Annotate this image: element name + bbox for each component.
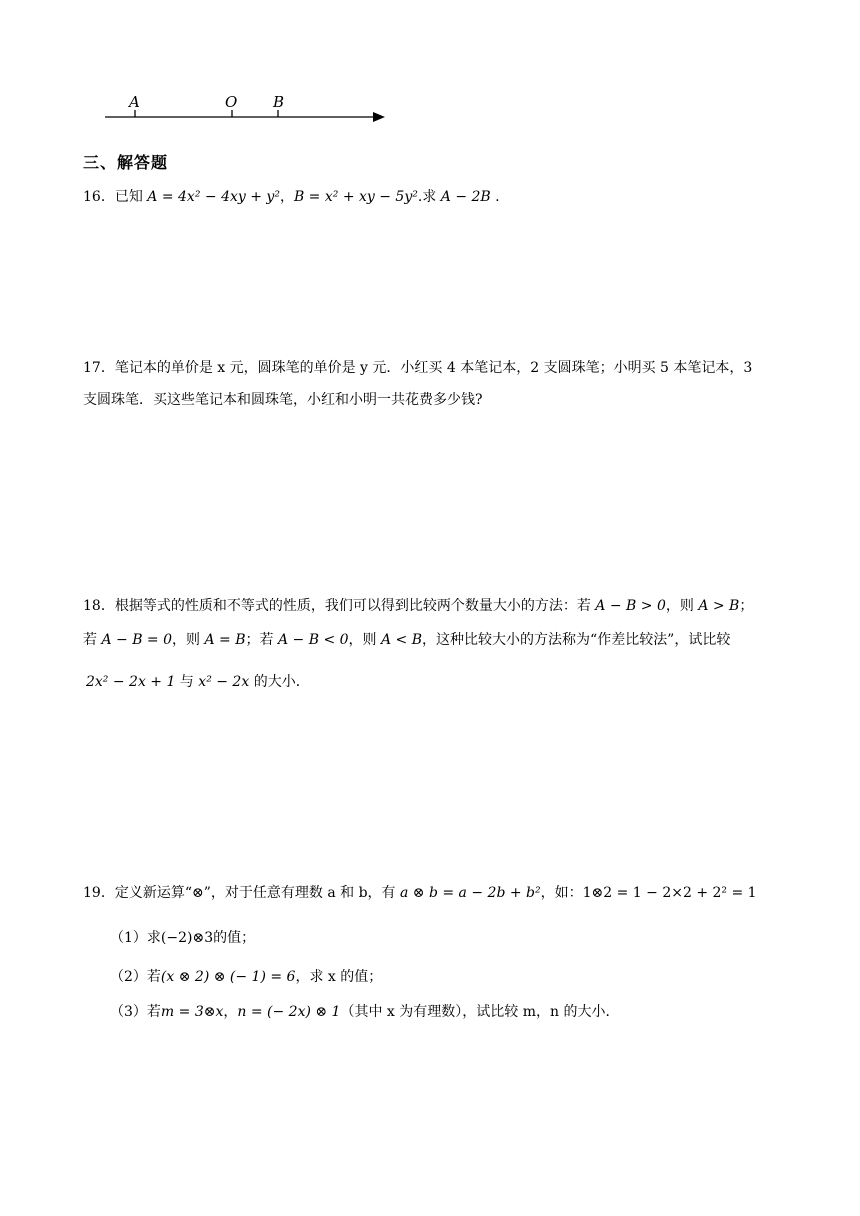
q19-text-1: 定义新运算“⊗”，对于任意有理数 a 和 b，有 [114, 885, 400, 901]
question-18-line-1 [83, 596, 753, 616]
q18-expr-1: A − B > 0 [595, 598, 666, 614]
q19-expr-def: a ⊗ b = a − 2b + b² [399, 885, 541, 901]
number-line-figure [105, 90, 395, 126]
q18-line-1-text: 根据等式的性质和不等式的性质，我们可以得到比较两个数量大小的方法：若 [114, 598, 596, 614]
q18-end-1: ； [739, 598, 754, 614]
q18-sep-2: ；若 [245, 632, 278, 648]
q19-sub-3-expr-m: m = 3⊗x [160, 1004, 224, 1020]
point-label-o: O [225, 93, 238, 111]
q19-expr-example: 1⊗2 = 1 − 2×2 + 2² = 1 [582, 885, 757, 901]
question-17-line-2: 支圆珠笔．买这些笔记本和圆珠笔，小红和小明一共花费多少钱? [83, 392, 483, 408]
arrow-head-icon [373, 112, 385, 122]
q16-number: 16． [83, 189, 115, 205]
q16-text-2: .求 [417, 189, 441, 205]
q18-line-3-text: 的大小． [249, 674, 310, 690]
q18-expr-5: A − B < 0 [277, 632, 349, 648]
q18-then-2: ，则 [172, 632, 205, 648]
q18-expr-8: x² − 2x [198, 674, 250, 690]
q19-sub-2 [110, 967, 382, 987]
q19-sub-1-expr: (−2)⊗3 [160, 930, 214, 946]
q18-expr-4: A = B [204, 632, 246, 648]
question-18-line-2 [83, 630, 730, 650]
q19-sub-3-label: （3）若 [110, 1004, 161, 1020]
q19-number: 19． [83, 885, 115, 901]
q16-expr-a: A = 4x² − 4xy + y² [147, 189, 280, 205]
q16-expr-c: A − 2B [440, 189, 491, 205]
q18-expr-7: 2x² − 2x + 1 [86, 674, 176, 690]
point-label-a: A [129, 93, 140, 111]
q19-sub-3-expr-n: n = (− 2x) ⊗ 1 [237, 1004, 341, 1020]
q18-then-3: ，则 [348, 632, 381, 648]
q18-expr-3: A − B = 0 [101, 632, 173, 648]
q19-sub-1-text: 的值； [213, 930, 256, 946]
q18-expr-6: A < B [381, 632, 423, 648]
question-18-line-3 [86, 672, 310, 692]
q16-text-3: . [490, 189, 500, 205]
q19-sub-3-text: （其中 x 为有理数），试比较 m，n 的大小． [340, 1004, 620, 1020]
q19-sub-1-label: （1）求 [110, 930, 161, 946]
q18-line-2-text-1: 若 [83, 632, 102, 648]
q16-expr-b: B = x² + xy − 5y² [293, 189, 418, 205]
question-17-line-1: 17．笔记本的单价是 x 元，圆珠笔的单价是 y 元．小红买 4 本笔记本，2 支圆珠笔；小明买 5 本笔记本，3 [83, 360, 753, 376]
q18-number: 18． [83, 598, 115, 614]
question-16 [83, 187, 500, 207]
q19-sub-3 [110, 1002, 619, 1022]
question-19 [83, 883, 757, 903]
q19-sub-1 [110, 928, 255, 948]
q18-expr-2: A > B [698, 598, 740, 614]
q16-text-1: 已知 [114, 189, 148, 205]
q18-with: 与 [175, 674, 199, 690]
q19-text-2: ，如： [540, 885, 583, 901]
q18-line-2-text-2: ，这种比较大小的方法称为“作差比较法”，试比较 [422, 632, 731, 648]
q19-sub-2-expr: (x ⊗ 2) ⊗ (− 1) = 6 [160, 969, 296, 985]
q19-sub-2-text: ，求 x 的值； [295, 969, 383, 985]
q18-then-1: ，则 [665, 598, 699, 614]
number-line-svg [105, 90, 395, 126]
q19-sub-3-sep: ， [223, 1004, 238, 1020]
q16-sep: ， [279, 189, 294, 205]
q19-sub-2-label: （2）若 [110, 969, 161, 985]
section-heading: 三、解答题 [83, 153, 169, 172]
point-label-b: B [273, 93, 285, 111]
